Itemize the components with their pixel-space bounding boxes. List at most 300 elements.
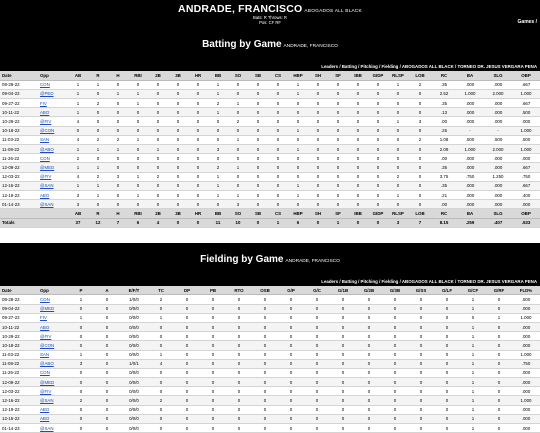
stat-cell: 0: [328, 126, 348, 135]
opponent-link[interactable]: @ABO: [40, 361, 54, 367]
stat-cell: 0: [356, 304, 382, 313]
stat-cell: 0: [200, 359, 226, 368]
opponent-link[interactable]: SAN: [40, 352, 50, 358]
stat-cell: 0: [308, 190, 328, 199]
fielding-col-osb: OSB: [252, 286, 278, 295]
stat-cell: 0: [408, 368, 434, 377]
date-cell: 12-09-22: [0, 163, 38, 172]
stat-cell: .000: [484, 163, 512, 172]
stat-cell: 0: [330, 414, 356, 423]
stat-cell: 0: [408, 414, 434, 423]
stat-cell: 0: [304, 414, 330, 423]
date-cell: 08-28-22: [0, 295, 38, 304]
batting-footer-col-rlsp: RLSP: [388, 209, 408, 218]
stat-cell: 0/0/0: [120, 424, 148, 433]
stat-cell: 4: [68, 135, 88, 144]
stat-cell: .000: [456, 200, 484, 209]
stat-cell: 0: [252, 396, 278, 405]
stat-cell: .000: [512, 304, 540, 313]
batting-footer-col-3b: 3B: [168, 209, 188, 218]
stat-cell: 0: [308, 200, 328, 209]
stat-cell: 1: [388, 117, 408, 126]
batting-footer-col-rbi: RBI: [128, 209, 148, 218]
stat-cell: 1: [208, 89, 228, 98]
stat-cell: 0: [168, 190, 188, 199]
stat-cell: 0: [434, 378, 460, 387]
stat-cell: 0: [188, 80, 208, 89]
stat-cell: 1: [228, 99, 248, 108]
stat-cell: .667: [512, 181, 540, 190]
stat-cell: 0: [348, 190, 368, 199]
stat-cell: 0: [128, 80, 148, 89]
stat-cell: 0: [148, 181, 168, 190]
opponent-link[interactable]: ABO: [40, 407, 50, 413]
stat-cell: 0: [434, 414, 460, 423]
stat-cell: 0: [434, 359, 460, 368]
stat-cell: 0: [382, 405, 408, 414]
stat-cell: 0: [148, 117, 168, 126]
date-cell: 10-29-22: [0, 117, 38, 126]
stat-cell: 0: [200, 387, 226, 396]
stat-cell: 1/0/1: [120, 359, 148, 368]
bats-throws: Bats: R Throws: R: [253, 15, 287, 20]
player-position: Pos: CF RF: [259, 20, 281, 25]
stat-cell: 1: [460, 295, 486, 304]
stat-cell: .000: [484, 154, 512, 163]
stat-cell: 0: [268, 99, 288, 108]
stat-cell: .500: [512, 108, 540, 117]
stat-cell: 0: [304, 378, 330, 387]
stat-cell: 0: [278, 332, 304, 341]
stat-cell: 0: [148, 341, 174, 350]
date-cell: 12-16-22: [0, 181, 38, 190]
stat-cell: 0: [408, 181, 432, 190]
stat-cell: 0: [226, 332, 252, 341]
total-cell: 1: [268, 218, 288, 227]
table-row: [0, 396, 540, 405]
date-cell: 10-18-22: [0, 126, 38, 135]
stat-cell: 0: [348, 80, 368, 89]
stat-cell: 0: [252, 359, 278, 368]
stat-cell: 0: [248, 80, 268, 89]
opponent-link[interactable]: @SAN: [40, 201, 54, 207]
stat-cell: 1: [68, 99, 88, 108]
stat-cell: .000: [456, 80, 484, 89]
opponent-link[interactable]: @FIV: [40, 174, 52, 180]
opponent-link[interactable]: ABO: [40, 192, 50, 198]
stat-cell: 0: [304, 368, 330, 377]
stat-cell: 0: [108, 117, 128, 126]
opponent-cell: [38, 368, 68, 377]
date-cell: 08-28-22: [0, 80, 38, 89]
stat-cell: 0: [382, 295, 408, 304]
total-cell: 0: [348, 218, 368, 227]
stat-cell: 0: [108, 80, 128, 89]
stat-cell: 0: [226, 414, 252, 423]
stat-cell: 0: [330, 405, 356, 414]
stat-cell: 0: [94, 424, 120, 433]
stat-cell: 0: [348, 172, 368, 181]
stat-cell: 1.000: [512, 145, 540, 154]
stat-cell: 0: [174, 304, 200, 313]
stat-cell: 0: [368, 145, 388, 154]
stat-cell: .000: [456, 181, 484, 190]
stat-cell: 0: [434, 405, 460, 414]
opponent-cell: [38, 304, 68, 313]
stat-cell: 0: [168, 126, 188, 135]
stat-cell: 0: [68, 126, 88, 135]
stat-cell: 0: [188, 108, 208, 117]
stat-cell: 2: [68, 154, 88, 163]
opponent-cell: [38, 181, 68, 190]
games-link[interactable]: Games /: [517, 19, 537, 25]
stat-cell: 0: [382, 396, 408, 405]
stat-cell: 0: [278, 295, 304, 304]
table-row: [0, 322, 540, 331]
opponent-link[interactable]: FIV: [40, 315, 47, 321]
opponent-link[interactable]: ABO: [40, 324, 50, 330]
batting-col-sh: SH: [308, 71, 328, 80]
stat-cell: 0: [252, 387, 278, 396]
stat-cell: 0: [330, 359, 356, 368]
batting-col-sf: SF: [328, 71, 348, 80]
stat-cell: 0/0/0: [120, 368, 148, 377]
table-row: [0, 368, 540, 377]
stat-cell: 0: [68, 387, 94, 396]
opponent-link[interactable]: @PED: [40, 91, 54, 97]
total-cell: 7: [108, 218, 128, 227]
opponent-link[interactable]: @SAN: [40, 425, 54, 431]
date-cell: 11-03-22: [0, 350, 38, 359]
table-row: [0, 359, 540, 368]
stat-cell: 0: [330, 332, 356, 341]
stat-cell: 4: [68, 172, 88, 181]
batting-col-r: R: [88, 71, 108, 80]
stat-cell: 0: [200, 396, 226, 405]
batting-nav-links[interactable]: Leaders / Batting / Pitching / Fielding / ABOGADOS ALL BLACK / TORNEO DR. JESUS VERGARA PENA: [321, 64, 537, 69]
stat-cell: 2: [88, 135, 108, 144]
stat-cell: 0: [408, 89, 432, 98]
stat-cell: 0: [356, 322, 382, 331]
stat-cell: 1: [148, 313, 174, 322]
opponent-cell: [38, 341, 68, 350]
date-cell: 09-27-22: [0, 313, 38, 322]
stat-cell: .000: [512, 378, 540, 387]
stat-cell: 0: [128, 126, 148, 135]
total-cell: .407: [484, 218, 512, 227]
stat-cell: 1.000: [512, 126, 540, 135]
opponent-link[interactable]: CON: [40, 82, 50, 88]
stat-cell: 0: [304, 396, 330, 405]
table-row: [0, 108, 540, 117]
stat-cell: 0: [226, 341, 252, 350]
stat-cell: 0: [88, 108, 108, 117]
table-row: [0, 304, 540, 313]
stat-cell: 0: [328, 80, 348, 89]
stat-cell: 0: [408, 313, 434, 322]
opponent-link[interactable]: @MED: [40, 164, 55, 170]
fielding-col-p: P: [68, 286, 94, 295]
fielding-title: [0, 254, 540, 265]
fielding-col-g-p: G/P: [278, 286, 304, 295]
fielding-col-opp: Opp: [38, 286, 68, 295]
stat-cell: 0: [408, 387, 434, 396]
stat-cell: 0: [304, 295, 330, 304]
table-row: [0, 378, 540, 387]
stat-cell: 0: [208, 200, 228, 209]
stat-cell: 0: [388, 154, 408, 163]
opponent-link[interactable]: FIV: [40, 100, 47, 106]
stat-cell: 0: [368, 99, 388, 108]
stat-cell: 4: [148, 359, 174, 368]
batting-body: [0, 80, 540, 209]
stat-cell: .000: [484, 117, 512, 126]
stat-cell: 2: [148, 295, 174, 304]
stat-cell: 1/0/0: [120, 295, 148, 304]
stat-cell: 0: [94, 341, 120, 350]
stat-cell: 1.000: [456, 89, 484, 98]
date-cell: 11-26-22: [0, 368, 38, 377]
opponent-link[interactable]: @MED: [40, 379, 55, 385]
stat-cell: 0: [108, 108, 128, 117]
stat-cell: .000: [484, 108, 512, 117]
opponent-link[interactable]: @CON: [40, 128, 55, 134]
stat-cell: 0: [228, 80, 248, 89]
stat-cell: 2: [228, 117, 248, 126]
stat-cell: 0: [94, 378, 120, 387]
opponent-link[interactable]: SAN: [40, 137, 50, 143]
stat-cell: 0: [94, 350, 120, 359]
stat-cell: 0: [268, 80, 288, 89]
stat-cell: .35: [432, 80, 456, 89]
stat-cell: 0: [382, 414, 408, 423]
stat-cell: 0: [388, 108, 408, 117]
stat-cell: 2: [108, 135, 128, 144]
date-cell: 01-14-23: [0, 424, 38, 433]
stat-cell: 0: [94, 368, 120, 377]
stat-cell: 0/0/0: [120, 322, 148, 331]
table-row: [0, 163, 540, 172]
stat-cell: 0: [434, 387, 460, 396]
stat-cell: 0: [252, 368, 278, 377]
opponent-link[interactable]: @SAN: [40, 183, 54, 189]
stat-cell: 0: [248, 126, 268, 135]
opponent-link[interactable]: @SAN: [40, 398, 54, 404]
table-row: [0, 332, 540, 341]
stat-cell: 0: [408, 359, 434, 368]
stat-cell: 0: [330, 313, 356, 322]
stat-cell: 0: [248, 108, 268, 117]
stat-cell: 0: [268, 154, 288, 163]
batting-col-ibb: IBB: [348, 71, 368, 80]
opponent-link[interactable]: @FIV: [40, 388, 52, 394]
stat-cell: 0: [208, 117, 228, 126]
stat-cell: 0: [228, 145, 248, 154]
stat-cell: 0: [268, 117, 288, 126]
stat-cell: 0: [174, 313, 200, 322]
stat-cell: 0: [148, 405, 174, 414]
stat-cell: 0: [348, 99, 368, 108]
stat-cell: 0: [94, 313, 120, 322]
stat-cell: .000: [484, 200, 512, 209]
stat-cell: 0: [408, 145, 432, 154]
stat-cell: 0: [328, 99, 348, 108]
table-row: [0, 341, 540, 350]
stat-cell: 0: [382, 387, 408, 396]
stat-cell: 0: [356, 424, 382, 433]
opponent-cell: [38, 332, 68, 341]
opponent-link[interactable]: ABO: [40, 109, 50, 115]
stat-cell: 0: [328, 172, 348, 181]
stat-cell: 1.000: [512, 396, 540, 405]
opponent-link[interactable]: @FIV: [40, 119, 52, 125]
opponent-link[interactable]: ABO: [40, 416, 50, 422]
total-cell: 8.15: [432, 218, 456, 227]
stat-cell: 0: [252, 405, 278, 414]
fielding-col-rto: RTO: [226, 286, 252, 295]
stat-cell: 0: [308, 145, 328, 154]
stat-cell: 0: [226, 350, 252, 359]
batting-title-text: Batting by Game: [202, 39, 282, 50]
stat-cell: 0: [226, 387, 252, 396]
fielding-header-row: [0, 286, 540, 295]
total-cell: 37: [68, 218, 88, 227]
stat-cell: 1: [228, 163, 248, 172]
stat-cell: 0: [388, 89, 408, 98]
stat-cell: 0: [330, 295, 356, 304]
stat-cell: 0: [434, 332, 460, 341]
stat-cell: 0: [128, 181, 148, 190]
stat-cell: 0: [252, 304, 278, 313]
table-row: [0, 424, 540, 433]
stat-cell: 0: [330, 341, 356, 350]
stat-cell: 0: [228, 181, 248, 190]
stat-cell: 1: [68, 313, 94, 322]
stat-cell: 0: [94, 332, 120, 341]
stat-cell: 0: [168, 135, 188, 144]
stat-cell: 0: [308, 126, 328, 135]
stat-cell: 0: [168, 145, 188, 154]
stat-cell: 0: [148, 424, 174, 433]
stat-cell: 1: [128, 172, 148, 181]
stat-cell: 0: [408, 154, 432, 163]
stat-cell: 0: [388, 163, 408, 172]
fielding-nav-links[interactable]: Leaders / Batting / Pitching / Fielding / ABOGADOS ALL BLACK / TORNEO DR. JESUS VERGARA PENA: [321, 278, 537, 284]
stat-cell: 0: [248, 181, 268, 190]
stat-cell: 0: [252, 322, 278, 331]
fielding-col-fld: FLD%: [512, 286, 540, 295]
stat-cell: 0: [368, 135, 388, 144]
stat-cell: 0: [174, 332, 200, 341]
stat-cell: 0/0/0: [120, 396, 148, 405]
stat-cell: 0: [308, 99, 328, 108]
stat-cell: .000: [484, 99, 512, 108]
stat-cell: 0: [200, 322, 226, 331]
stat-cell: 0: [304, 405, 330, 414]
stat-cell: 1: [388, 190, 408, 199]
opponent-link[interactable]: @CON: [40, 342, 55, 348]
stat-cell: 0: [382, 332, 408, 341]
opponent-cell: [38, 405, 68, 414]
stat-cell: 0: [226, 405, 252, 414]
stat-cell: 0: [348, 108, 368, 117]
date-cell: 11-26-22: [0, 154, 38, 163]
stat-cell: 0/0/0: [120, 405, 148, 414]
stat-cell: 1: [68, 350, 94, 359]
stat-cell: 1: [288, 145, 308, 154]
opponent-link[interactable]: @ABO: [40, 146, 54, 152]
stat-cell: 0: [308, 172, 328, 181]
fielding-body: [0, 295, 540, 433]
opponent-link[interactable]: @FIV: [40, 333, 52, 339]
stat-cell: 0: [434, 368, 460, 377]
date-cell: 09-04-22: [0, 304, 38, 313]
stat-cell: 0: [308, 181, 328, 190]
stat-cell: .500: [512, 135, 540, 144]
date-cell: 12-19-22: [0, 405, 38, 414]
stat-cell: 1: [68, 295, 94, 304]
stat-cell: 0: [288, 154, 308, 163]
stat-cell: 1.08: [432, 135, 456, 144]
fielding-col-pb: PB: [200, 286, 226, 295]
stat-cell: 0: [356, 350, 382, 359]
opponent-link[interactable]: CON: [40, 370, 50, 376]
total-cell: 7: [408, 218, 432, 227]
stat-cell: 0: [174, 359, 200, 368]
stat-cell: 1: [228, 190, 248, 199]
table-row: [0, 313, 540, 322]
stat-cell: 0: [348, 200, 368, 209]
stat-cell: 0/0/0: [120, 313, 148, 322]
stat-cell: 0: [304, 304, 330, 313]
stat-cell: 0: [434, 350, 460, 359]
stat-cell: 0: [382, 359, 408, 368]
stat-cell: 0/0/0: [120, 350, 148, 359]
stat-cell: 0: [94, 295, 120, 304]
stat-cell: 0/0/0: [120, 304, 148, 313]
stat-cell: 0: [268, 181, 288, 190]
fielding-col-g-1b: G/1B: [330, 286, 356, 295]
stat-cell: 0: [252, 378, 278, 387]
opponent-link[interactable]: CON: [40, 296, 50, 302]
batting-col-obp: OBP: [512, 71, 540, 80]
stat-cell: 1: [288, 126, 308, 135]
batting-footer-col-2b: 2B: [148, 209, 168, 218]
opponent-cell: [38, 172, 68, 181]
opponent-link[interactable]: @MED: [40, 306, 55, 312]
date-cell: 12-09-22: [0, 378, 38, 387]
stat-cell: 0: [382, 304, 408, 313]
stat-cell: 0: [94, 304, 120, 313]
batting-totals-row: [0, 218, 540, 227]
stat-cell: 0: [108, 200, 128, 209]
stat-cell: 0: [226, 396, 252, 405]
stat-cell: 0: [382, 368, 408, 377]
table-row: [0, 350, 540, 359]
stat-cell: .000: [456, 190, 484, 199]
table-row: [0, 387, 540, 396]
stat-cell: 0: [382, 341, 408, 350]
opponent-link[interactable]: CON: [40, 155, 50, 161]
stat-cell: 1: [88, 181, 108, 190]
opponent-cell: [38, 387, 68, 396]
total-cell: 12: [88, 218, 108, 227]
batting-footer-col-ibb: IBB: [348, 209, 368, 218]
fielding-col-dp: DP: [174, 286, 200, 295]
stat-cell: 0: [368, 181, 388, 190]
date-cell: 09-04-22: [0, 89, 38, 98]
stat-cell: .000: [512, 117, 540, 126]
